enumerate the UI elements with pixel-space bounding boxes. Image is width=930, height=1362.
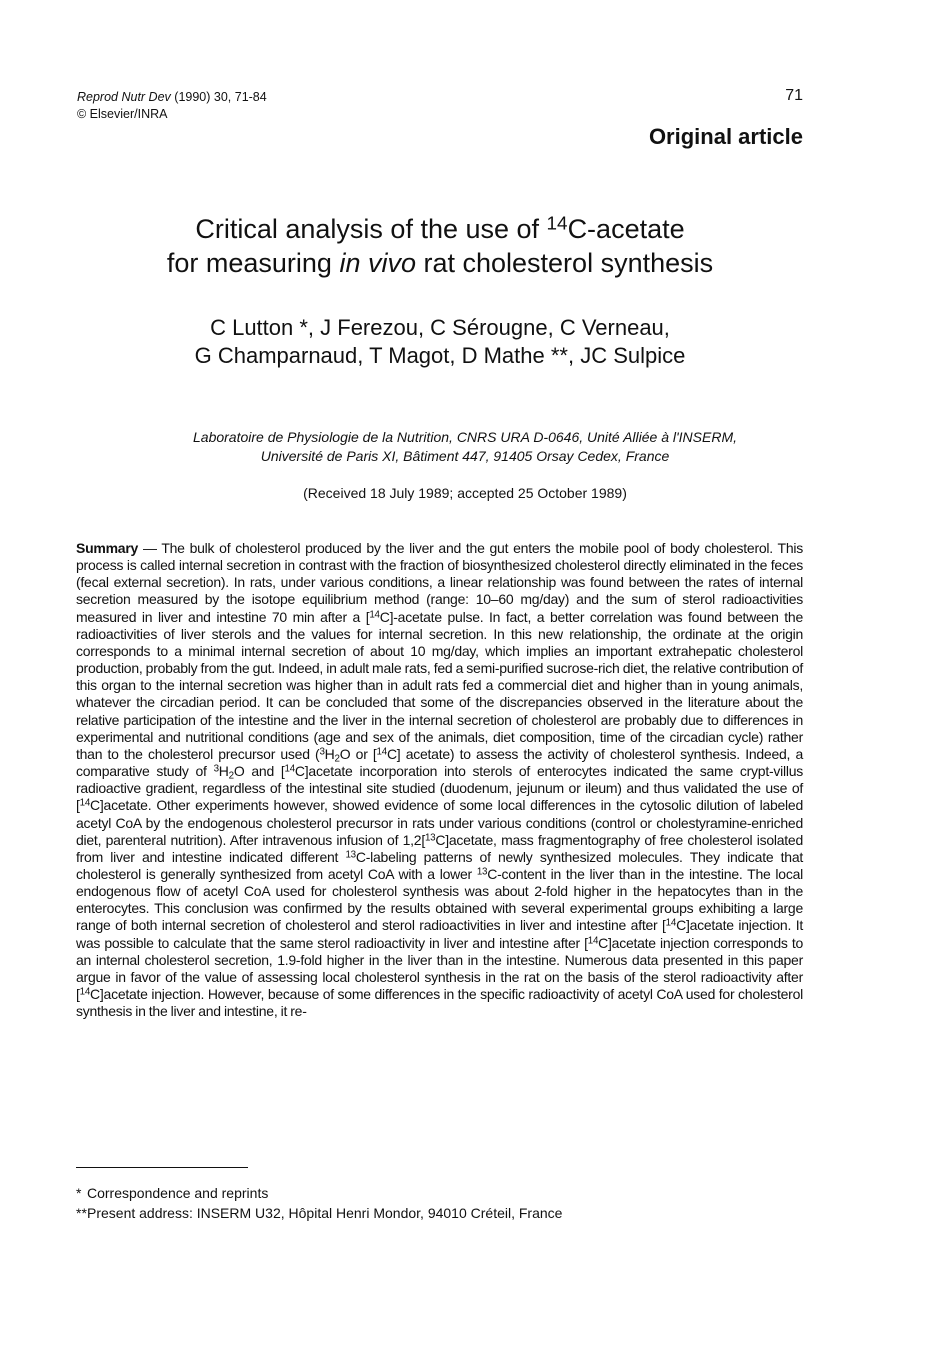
received-dates: (Received 18 July 1989; accepted 25 October 1989): [303, 485, 627, 501]
footnote-correspondence: * Correspondence and reprints: [76, 1185, 269, 1201]
copyright-notice: © Elsevier/INRA: [77, 107, 168, 121]
author-list: [60, 314, 820, 370]
footnote-present-address: **Present address: INSERM U32, Hôpital Henri Mondor, 94010 Créteil, France: [76, 1205, 563, 1221]
summary-label: Summary: [76, 540, 139, 556]
author-line: C Lutton *, J Ferezou, C Sérougne, C Verneau,: [210, 315, 670, 340]
journal-citation: [77, 89, 267, 106]
page-number: 71: [785, 87, 803, 104]
footnotes: [76, 1183, 562, 1223]
article-type: Original article: [648, 124, 803, 149]
article-title: Critical analysis of the use of $^{14}$C-acetate for measuring in vivo rat cholesterol synthesis: [166, 213, 714, 278]
footnote-divider: [76, 1167, 248, 1168]
affiliation: Laboratoire de Physiologie de la Nutrition, CNRS URA D-0646, Unité Alliée à l'INSERM, Université de Paris XI, Bâtiment 447, 91405 Orsay Cedex, France: [193, 429, 737, 464]
journal-name: Reprod Nutr Dev: [77, 90, 171, 104]
journal-volume: (1990) 30, 71-84: [174, 90, 267, 104]
summary-paragraph: Summary — The bulk of cholesterol produced by the liver and the gut enters the mobile pool of body cholesterol. This process is called internal secretion in contrast with the fraction of biosynthesized cholesterol directly eliminated in the feces (fecal external secretion). In rats, under various conditions, a linear relationship was found between the rates of internal secretion measured by the isotope equilibrium method (range: 10–60 mg/day) and the sum of sterol radioactivities measured in liver and intestine 70 min after a [$^{14}$C]-acetate pulse. In fact, a better correlation was found between the radioactivities of liver sterols and the values for internal secretion. In this new relationship, the ordinate at the origin corresponds to a minimal internal secretion of about 10 mg/day, which implies an important extrahepatic cholesterol production, probably from the gut. Indeed, in adult male rats, fed a semi-purified sucrose-rich diet, the relative contribution of this organ to the internal secretion was higher than in adult rats fed a commercial diet and higher than in young animals, whatever the circadian period. It can be concluded that some of the discrepancies observed in the literature about the relative participation of the intestine and the liver in the internal secretion of cholesterol are probably due to differences in experimental and nutritional conditions (age and sex of the animals, diet composition, time of the circadian cycle) rather than to the cholesterol precursor used ($^3H_2O$ or [$^{14}$C] acetate) to assess the activity of cholesterol synthesis. Indeed, a comparative study of $^3H_2O$ and [$^{14}$C]acetate incorporation into sterols of enterocytes indicated the same crypt-villus radioactive gradient, regardless of the intestinal site studied (duodenum, jejunum or ileum) and thus validated the use of [$^{14}$C]acetate. Other experiments however, showed evidence of some local differences in the cytosolic dilution of labeled acetyl CoA by the endogenous cholesterol precursor in rats under various conditions (control or cholestyramine-enriched diet, parenteral nutrition). After intravenous infusion of 1,2[$^{13}$C]acetate, mass fragmentography of free cholesterol isolated from liver and intestine indicated different $^{13}$C-labeling patterns of newly synthesized molecules. They indicate that cholesterol is generally synthesized from acetyl CoA with a lower $^{13}$C-content in the liver than in the intestine. The local endogenous flow of acetyl CoA used for cholesterol synthesis was about 2-fold higher in the hepatocytes than in the enterocytes. This conclusion was confirmed by the results obtained with several experimental groups exhibiting a large range of both internal secretion of cholesterol and sterol radioactivities in liver and intestine after [$^{14}$C]acetate injection. It was possible to calculate that the same sterol radioactivity in liver and intestine after [$^{14}$C]acetate injection corresponds to an internal cholesterol secretion, 1.9-fold higher in the liver than in the intestine. Numerous data presented in this paper argue in favor of the value of assessing local cholesterol synthesis in the rat on the basis of the sterol radioactivity after [$^{14}$C]acetate injection. However, because of some differences in the specific radioactivity of acetyl CoA used for cholesterol synthesis in the liver and intestine, it re-: [76, 540, 804, 1020]
author-line: G Champarnaud, T Magot, D Mathe **, JC Sulpice: [194, 343, 686, 368]
journal-header: [77, 89, 267, 123]
